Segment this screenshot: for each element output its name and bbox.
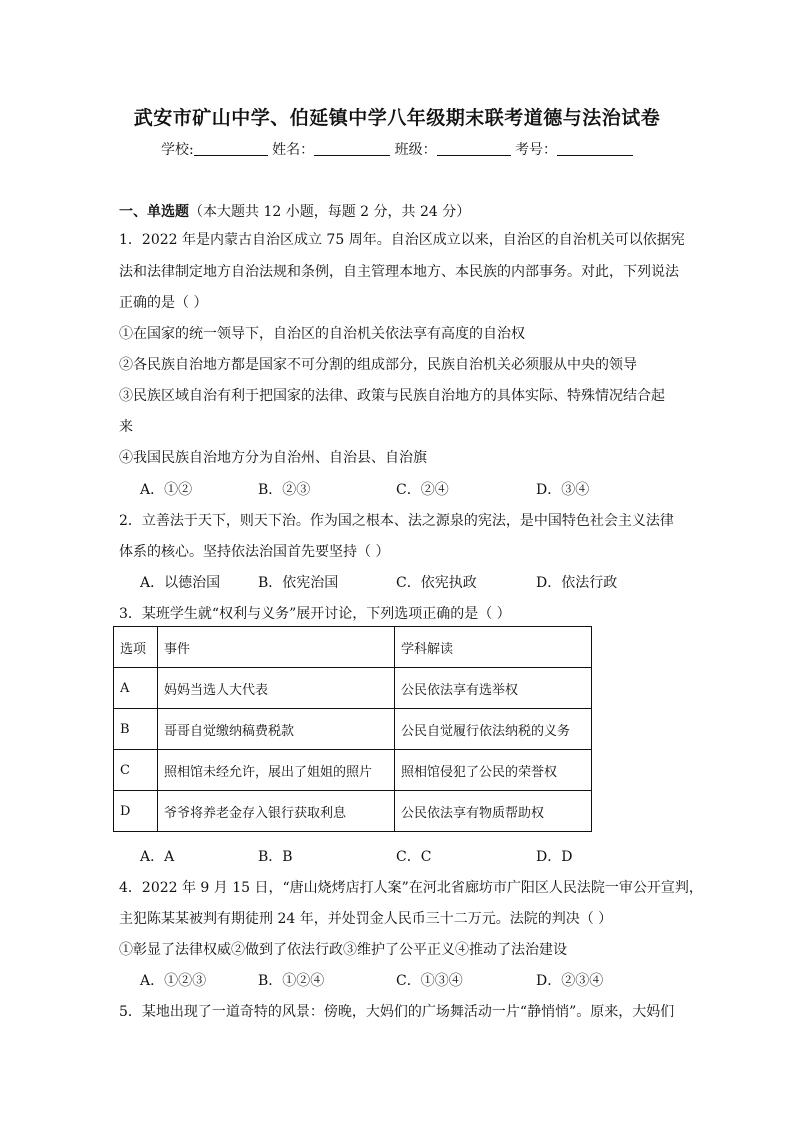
class-label: 班级： [394,142,437,158]
q4-option-c[interactable]: C．①③④ [396,973,463,989]
q1-option-d[interactable]: D．③④ [536,482,590,498]
number-label: 考号： [515,142,558,158]
name-blank[interactable] [314,141,390,156]
q1-option-b[interactable]: B．②③ [258,482,311,498]
table-cell: 哥哥自觉缴纳稿费税款 [158,709,395,750]
table-header-cell: 学科解读 [395,627,592,668]
table-header-row [114,627,592,668]
q4-option-b[interactable]: B．①②④ [258,973,325,989]
table-cell: 公民依法享有选举权 [395,668,592,709]
q1-statement-3-cont: 来 [119,419,133,435]
table-cell: 公民依法享有物质帮助权 [395,791,592,832]
q2-option-d[interactable]: D．依法行政 [536,575,618,591]
q3-option-d[interactable]: D．D [536,849,573,865]
table-cell: D [114,791,158,832]
school-label: 学校: [160,142,194,158]
table-row [114,750,592,791]
table-cell: A [114,668,158,709]
q3-option-c[interactable]: C．C [396,849,432,865]
student-info-line [0,139,794,159]
table-cell: 爷爷将养老金存入银行获取利息 [158,791,395,832]
q1-stem-line-2: 法和法律制定地方自治法规和条例，自主管理本地方、本民族的内部事务。对此，下列说法 [119,264,679,280]
table-row [114,668,592,709]
q2-option-c[interactable]: C．依宪执政 [396,575,477,591]
q5-stem-line-1: 5．某地出现了一道奇特的风景：傍晚，大妈们的广场舞活动一片“静悄悄”。原来，大妈们 [119,1004,675,1020]
q4-stem-line-2: 主犯陈某某被判有期徒刑 24 年，并处罚金人民币三十二万元。法院的判决（ ） [119,911,613,927]
name-label: 姓名： [272,142,315,158]
table-cell: C [114,750,158,791]
section-note: （本大题共 12 小题，每题 2 分，共 24 分） [189,204,471,220]
q1-option-c[interactable]: C．②④ [396,482,449,498]
q1-stem-line-3: 正确的是（ ） [119,295,208,311]
table-cell: 妈妈当选人大代表 [158,668,395,709]
table-cell: B [114,709,158,750]
q3-option-b[interactable]: B．B [258,849,293,865]
table-header-cell: 事件 [158,627,395,668]
q4-statements: ①彰显了法律权威②做到了依法行政③维护了公平正义④推动了法治建设 [119,942,567,958]
q3-option-a[interactable]: A．A [140,849,175,865]
q1-statement-4: ④我国民族自治地方分为自治州、自治县、自治旗 [119,450,427,466]
q2-option-a[interactable]: A．以德治国 [140,575,221,591]
table-row [114,709,592,750]
q4-option-d[interactable]: D．②③④ [536,973,604,989]
table-row [114,791,592,832]
q3-table [113,626,592,832]
number-blank[interactable] [557,141,633,156]
q1-statement-3: ③民族区域自治有利于把国家的法律、政策与民族自治地方的具体实际、特殊情况结合起 [119,388,665,404]
school-blank[interactable] [194,141,268,156]
exam-title: 武安市矿山中学、伯延镇中学八年级期末联考道德与法治试卷 [133,107,661,129]
table-header-cell: 选项 [114,627,158,668]
q2-option-b[interactable]: B．依宪治国 [258,575,339,591]
section-title: 一、单选题 [119,204,189,220]
q1-statement-1: ①在国家的统一领导下，自治区的自治机关依法享有高度的自治权 [119,326,525,342]
q4-stem-line-1: 4．2022 年 9 月 15 日，“唐山烧烤店打人案”在河北省廊坊市广阳区人民法院一审公开宣判， [119,880,703,896]
q1-statement-2: ②各民族自治地方都是国家不可分割的组成部分，民族自治机关必须服从中央的领导 [119,357,637,373]
q2-stem-line-1: 2．立善法于天下，则天下治。作为国之根本、法之源泉的宪法，是中国特色社会主义法律 [119,513,674,529]
table-cell: 照相馆未经允许，展出了姐姐的照片 [158,750,395,791]
class-blank[interactable] [437,141,511,156]
q4-option-a[interactable]: A．①②③ [140,973,207,989]
table-cell: 公民自觉履行依法纳税的义务 [395,709,592,750]
q1-stem-line-1: 1．2022 年是内蒙古自治区成立 75 周年。自治区成立以来，自治区的自治机关可以依据宪 [119,232,685,248]
table-cell: 照相馆侵犯了公民的荣誉权 [395,750,592,791]
q1-option-a[interactable]: A．①② [140,482,193,498]
q2-stem-line-2: 体系的核心。坚持依法治国首先要坚持（ ） [119,544,390,560]
q3-stem: 3．某班学生就“权利与义务”展开讨论，下列选项正确的是（ ） [119,606,511,622]
section-heading [119,201,470,221]
